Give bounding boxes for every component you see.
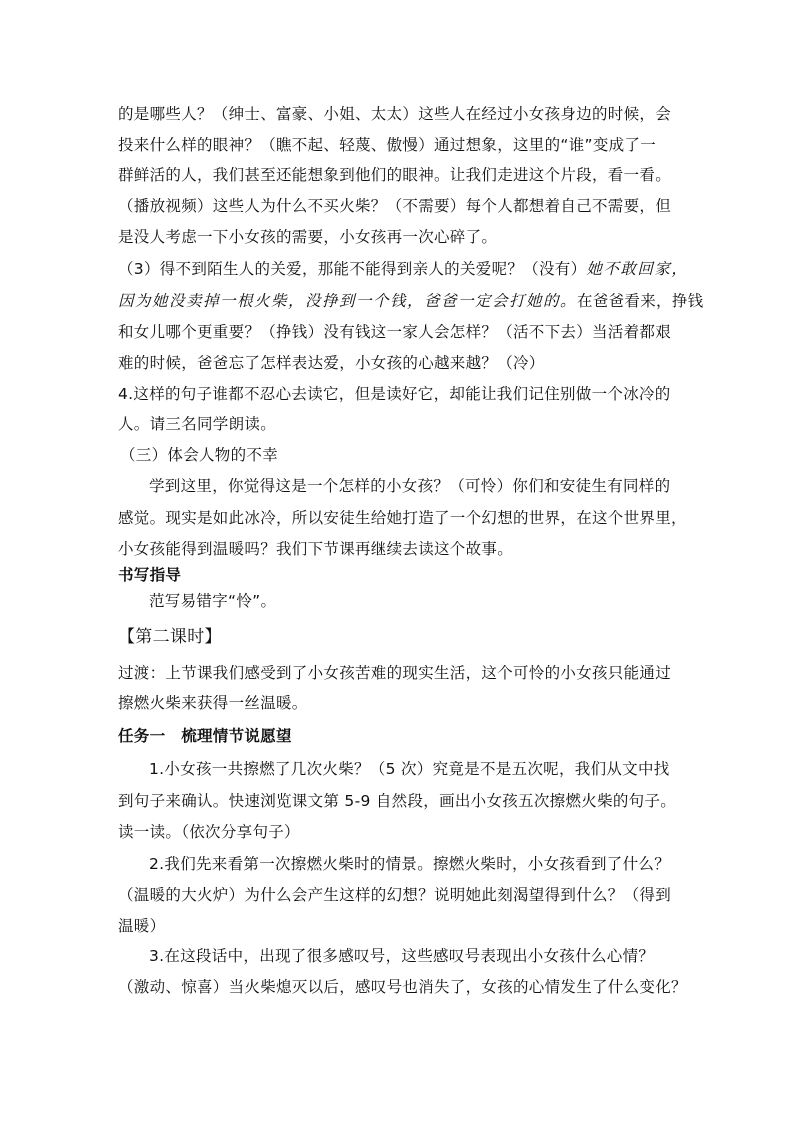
paragraph-line: 过渡：上节课我们感受到了小女孩苦难的现实生活，这个可怜的小女孩只能通过 [118, 664, 672, 682]
paragraph-line: 温暖） [118, 917, 166, 935]
paragraph-line: 3.在这段话中，出现了很多感叹号，这些感叹号表现出小女孩什么心情？ [149, 947, 655, 965]
lesson-heading: 【第二课时】 [118, 627, 222, 647]
paragraph-line: 4.这样的句子谁都不忍心去读它，但是读好它，却能让我们记住别做一个冰冷的 [118, 385, 671, 403]
writing-guide-heading: 书写指导 [118, 566, 182, 584]
paragraph-text: （3）得不到陌生人的关爱，那能不能得到亲人的关爱呢？（没有） [118, 260, 587, 278]
paragraph-line: 群鲜活的人，我们甚至还能想象到他们的眼神。让我们走进这个片段，看一看。 [118, 166, 672, 184]
paragraph-line: 读一读。（依次分享句子） [118, 823, 300, 841]
paragraph-line: 擦燃火柴来获得一丝温暖。 [118, 694, 308, 712]
paragraph-line: 的是哪些人？（绅士、富豪、小姐、太太）这些人在经过小女孩身边的时候，会 [118, 105, 672, 123]
paragraph-line: （播放视频）这些人为什么不买火柴？（不需要）每个人都想着自己不需要，但 [118, 197, 672, 215]
handwritten-text: 因为她没卖掉一根火柴，没挣到一个钱，爸爸一定会打她的。 [118, 292, 578, 310]
paragraph-line: 感觉。现实是如此冰冷，所以安徒生给她打造了一个幻想的世界，在这个世界里， [118, 509, 687, 527]
paragraph-line: （温暖的大火炉）为什么会产生这样的幻想？说明她此刻渴望得到什么？（得到 [118, 886, 672, 904]
paragraph-line: 学到这里，你觉得这是一个怎样的小女孩？（可怜）你们和安徒生有同样的 [149, 477, 671, 495]
paragraph-line: 到句子来确认。快速浏览课文第 5-9 自然段，画出小女孩五次擦燃火柴的句子。 [118, 792, 677, 810]
paragraph-line: 是没人考虑一下小女孩的需要，小女孩再一次心碎了。 [118, 228, 498, 246]
paragraph-line: 投来什么样的眼神？（瞧不起、轻蔑、傲慢）通过想象，这里的“谁”变成了一 [118, 136, 657, 154]
task-heading: 任务一 梳理情节说愿望 [118, 727, 292, 745]
paragraph-line: 小女孩能得到温暖吗？我们下节课再继续去读这个故事。 [118, 540, 514, 558]
paragraph-line: 和女儿哪个更重要？（挣钱）没有钱这一家人会怎样？（活不下去）当活着都艰 [118, 323, 672, 341]
paragraph-text: 在爸爸看来，挣钱 [577, 292, 704, 310]
paragraph-line: 难的时候，爸爸忘了怎样表达爱，小女孩的心越来越？（冷） [118, 354, 545, 372]
paragraph-line: 2.我们先来看第一次擦燃火柴时的情景。擦燃火柴时，小女孩看到了什么？ [149, 855, 670, 873]
paragraph-line: （激动、惊喜）当火柴熄灭以后，感叹号也消失了，女孩的心情发生了什么变化？ [118, 978, 687, 996]
paragraph-line: 1.小女孩一共擦燃了几次火柴？（5 次）究竟是不是五次呢，我们从文中找 [149, 760, 670, 778]
handwritten-text: 她不敢回家， [586, 260, 689, 278]
paragraph-line: 范写易错字“怜”。 [149, 592, 277, 610]
section-heading: （三）体会人物的不幸 [120, 446, 279, 464]
paragraph-line [118, 291, 703, 311]
paragraph-line [118, 259, 688, 279]
paragraph-line: 人。请三名同学朗读。 [118, 415, 277, 433]
